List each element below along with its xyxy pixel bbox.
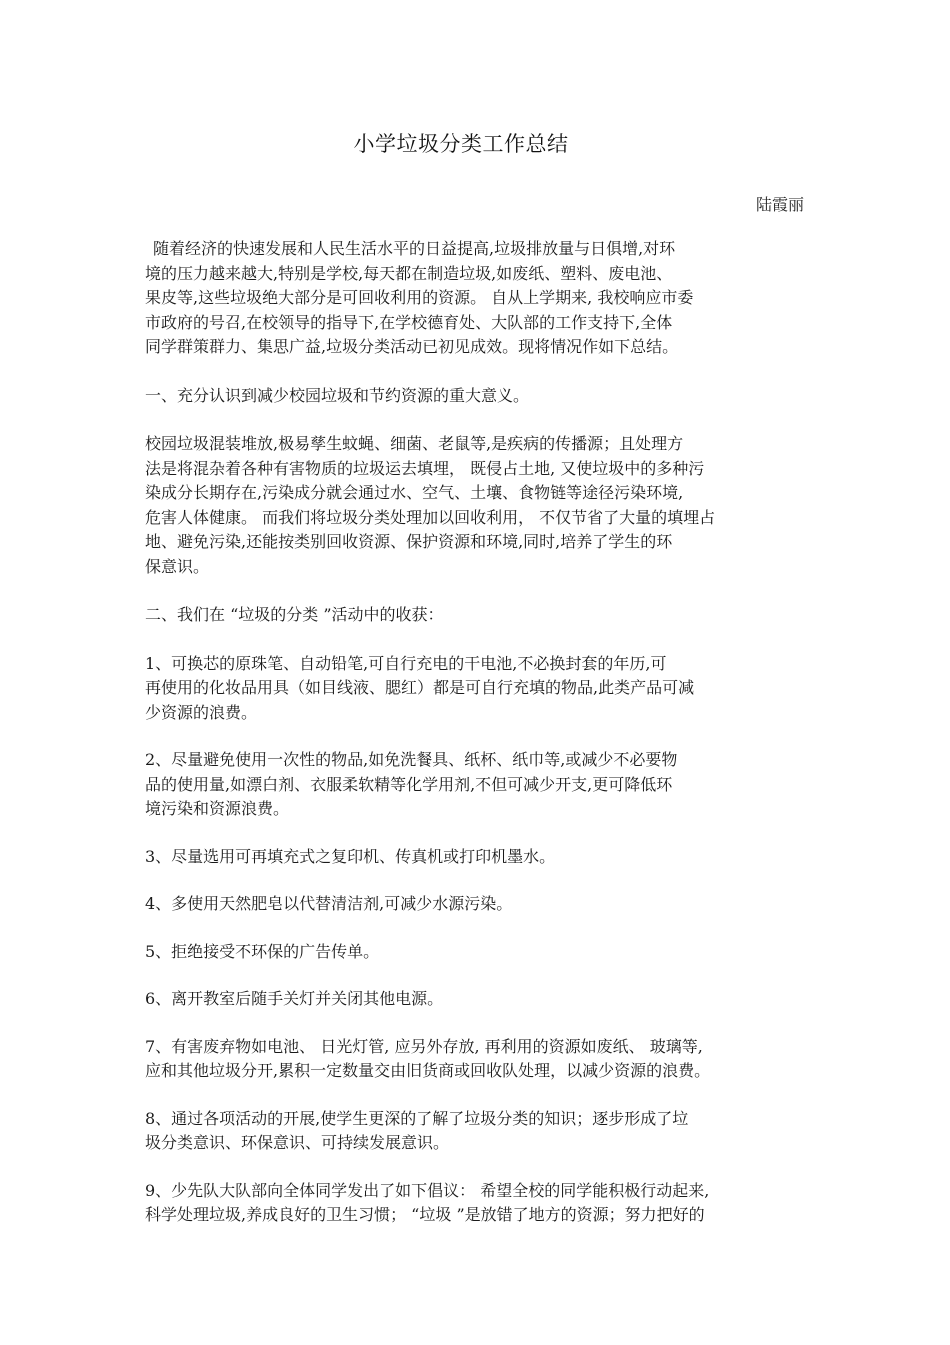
list-item <box>145 892 805 917</box>
list-item-line: 境污染和资源浪费。 <box>145 799 290 818</box>
list-item <box>145 748 805 822</box>
list-item-line: 7、有害废弃物如电池、 日光灯管, 应另外存放, 再利用的资源如废纸、 玻璃等, <box>145 1036 703 1056</box>
list-item-line: 品的使用量,如漂白剂、衣服柔软精等化学用剂,不但可减少开支,更可降低环 <box>145 774 673 794</box>
list-item-line: 2、尽量避免使用一次性的物品,如免洗餐具、纸杯、纸巾等,或减少不必要物 <box>145 750 678 769</box>
list-item <box>145 987 805 1012</box>
intro-line: 果皮等,这些垃圾绝大部分是可回收利用的资源。 自从上学期来, 我校响应市委 <box>145 288 694 307</box>
list-item-line: 5、拒绝接受不环保的广告传单。 <box>145 941 380 961</box>
section-1-line: 保意识。 <box>145 556 210 576</box>
list-item <box>145 845 805 870</box>
list-item-line: 应和其他垃圾分开,累积一定数量交由旧货商或回收队处理，以减少资源的浪费。 <box>145 1061 711 1080</box>
section-1-line: 危害人体健康。 而我们将垃圾分类处理加以回收利用， 不仅节省了大量的填埋占 <box>145 507 716 527</box>
list-item-line: 1、可换芯的原珠笔、自动铅笔,可自行充电的干电池,不必换封套的年历,可 <box>145 653 667 673</box>
section-2-heading-paragraph <box>145 603 805 628</box>
list-item-line: 3、尽量选用可再填充式之复印机、传真机或打印机墨水。 <box>145 846 556 866</box>
list-item <box>145 652 805 726</box>
list-item-line: 8、通过各项活动的开展,使学生更深的了解了垃圾分类的知识；逐步形成了垃 <box>145 1108 689 1128</box>
list-item-line: 科学处理垃圾,养成良好的卫生习惯； “垃圾 ”是放错了地方的资源；努力把好的 <box>145 1205 705 1224</box>
list-item-line: 圾分类意识、环保意识、可持续发展意识。 <box>145 1133 450 1152</box>
intro-line: 境的压力越来越大,特别是学校,每天都在制造垃圾,如废纸、塑料、废电池、 <box>145 263 673 283</box>
section-1-heading-paragraph <box>145 384 805 409</box>
section-1-line: 染成分长期存在,污染成分就会通过水、空气、土壤、食物链等途径污染环境, <box>145 483 684 502</box>
list-item-line: 4、多使用天然肥皂以代替清洁剂,可减少水源污染。 <box>145 894 513 913</box>
section-1-line: 法是将混杂着各种有害物质的垃圾运去填埋， 既侵占土地, 又使垃圾中的多种污 <box>145 458 705 478</box>
intro-line: 同学群策群力、集思广益,垃圾分类活动已初见成效。现将情况作如下总结。 <box>145 337 679 356</box>
list-item-line: 再使用的化妆品用具（如目线液、腮红）都是可自行充填的物品,此类产品可减 <box>145 678 695 697</box>
list-item-line: 9、少先队大队部向全体同学发出了如下倡议： 希望全校的同学能积极行动起来, <box>145 1180 710 1200</box>
section-2-heading: 二、我们在 “垃圾的分类 ”活动中的收获： <box>145 605 444 624</box>
list-item <box>145 1179 805 1228</box>
list-item <box>145 940 805 965</box>
intro-paragraph <box>145 237 805 360</box>
list-item-line: 6、离开教室后随手关灯并关闭其他电源。 <box>145 989 444 1008</box>
section-1-body <box>145 432 805 579</box>
author-name: 陆霞丽 <box>755 195 804 214</box>
section-1-line: 地、避免污染,还能按类别回收资源、保护资源和环境,同时,培养了学生的环 <box>145 532 673 551</box>
intro-line: 随着经济的快速发展和人民生活水平的日益提高,垃圾排放量与日俱增,对环 <box>153 239 676 258</box>
list-item <box>145 1035 805 1084</box>
section-1-heading: 一、充分认识到减少校园垃圾和节约资源的重大意义。 <box>145 385 530 405</box>
document-body <box>145 237 805 1251</box>
list-item <box>145 1107 805 1156</box>
intro-line: 市政府的号召,在校领导的指导下,在学校德育处、大队部的工作支持下,全体 <box>145 312 673 332</box>
document-title: 小学垃圾分类工作总结 <box>353 132 569 156</box>
section-1-line: 校园垃圾混装堆放,极易孳生蚊蝇、细菌、老鼠等,是疾病的传播源；且处理方 <box>145 434 684 453</box>
list-item-line: 少资源的浪费。 <box>145 702 258 722</box>
